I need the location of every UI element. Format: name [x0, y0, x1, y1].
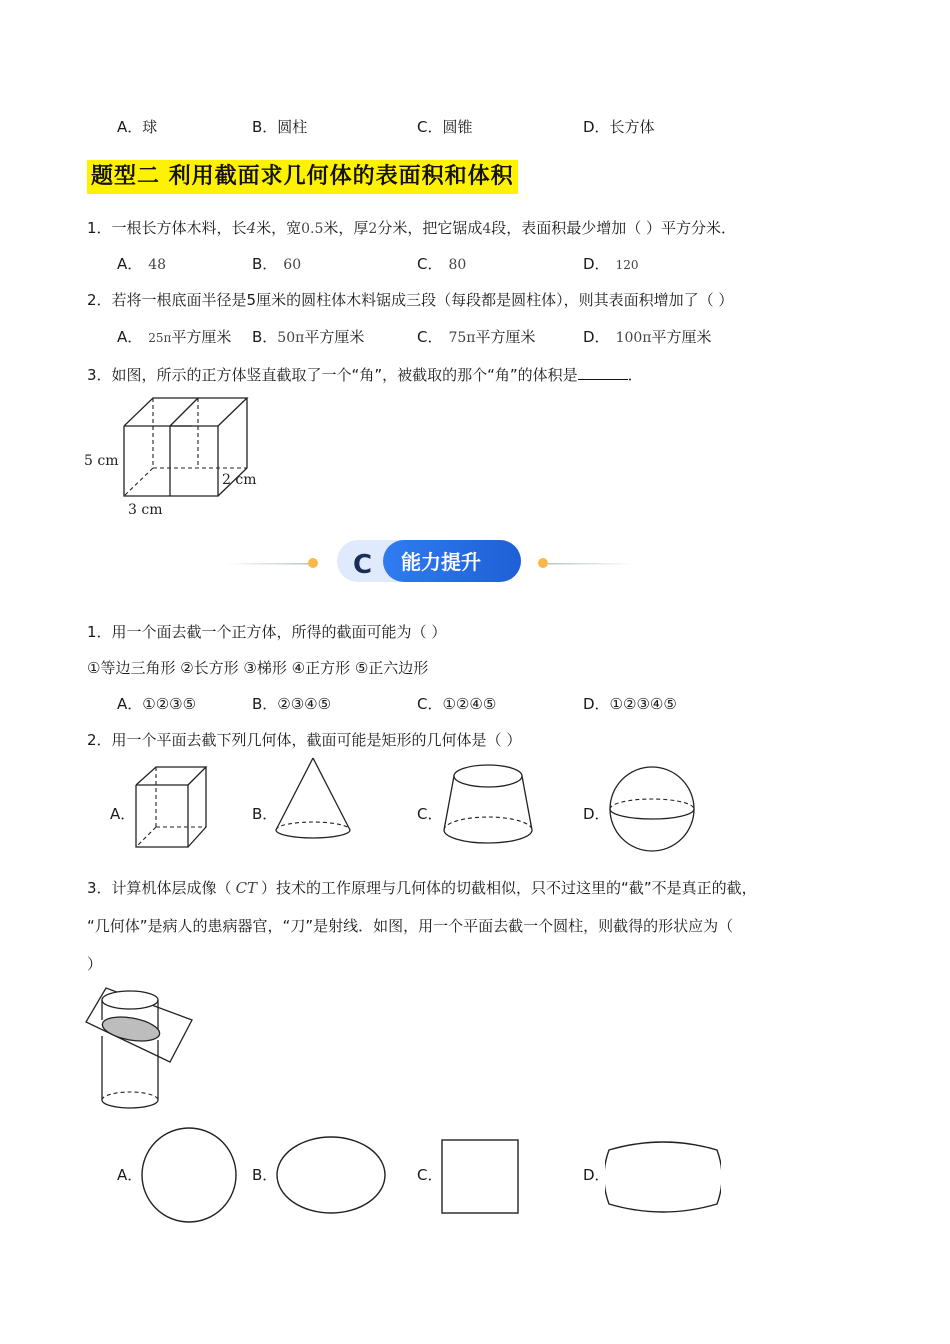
option-label: C．	[417, 328, 443, 346]
question-number: 1．	[87, 623, 112, 641]
s3-q1-option-d: D．①②③④⑤	[583, 695, 677, 713]
banner-line-right	[548, 563, 633, 565]
s3-q1-list: ①等边三角形 ②长方形 ③梯形 ④正方形 ⑤正六边形	[87, 659, 429, 677]
s3-q3-label-b: B．	[252, 1166, 278, 1184]
option-label: A．	[117, 255, 143, 273]
s2-q2-option-a	[117, 327, 231, 348]
cut-cube-figure	[80, 390, 270, 520]
option-value: 100π	[615, 330, 652, 346]
option-value: 60	[283, 257, 302, 273]
s3-q3-line2: “几何体”是病人的患病器官，“刀”是射线．如图，用一个平面去截一个圆柱，则截得的形状应为（	[87, 917, 734, 935]
option-b-cylinder: B．圆柱	[252, 118, 308, 136]
s2-q1-option-b	[252, 254, 301, 275]
text-span: 米，厚	[323, 219, 369, 237]
hidden-edge-left-bottom	[124, 468, 153, 496]
section-title: 题型二 利用截面求几何体的表面积和体积	[87, 160, 518, 194]
math-width: 0.5	[301, 221, 324, 237]
s3-q1-option-b: B．②③④⑤	[252, 695, 332, 713]
text-span: 如图，所示的正方体竖直截取了一个“角”，被截取的那个“角”的体积是	[111, 366, 578, 384]
unit: 平方厘米	[304, 328, 365, 346]
option-label: C．	[417, 255, 443, 273]
s3-q2-label-a: A．	[110, 805, 136, 823]
unit: 平方厘米	[651, 328, 712, 346]
cube-front-face	[124, 426, 218, 496]
math-ct: CT	[235, 879, 258, 897]
answer-blank	[578, 364, 628, 380]
s2-q1-option-c	[417, 254, 466, 275]
unit: 平方厘米	[475, 328, 536, 346]
figure-cube	[132, 765, 212, 850]
s2-q1-text	[87, 218, 736, 239]
option-label: D．	[583, 328, 610, 346]
text-span: 米，宽	[256, 219, 302, 237]
option-a-sphere: A．球	[117, 118, 158, 136]
figure-cylinder-cut	[84, 982, 196, 1110]
option-value: 120	[615, 258, 639, 272]
question-number: 2．	[87, 291, 112, 309]
s2-q3-text	[87, 364, 643, 385]
s3-q2-label-d: D．	[583, 805, 610, 823]
text-span: 分米，把它锯成	[377, 219, 483, 237]
cube-top-face	[124, 398, 247, 426]
option-value: 50π	[277, 330, 305, 346]
math-segments: 4	[482, 221, 492, 237]
text-span: 若将一根底面半径是5厘米的圆柱体木料锯成三段（每段都是圆柱体），则其表面积增加了（ ）	[111, 291, 734, 309]
text-span: 用一个面去截一个正方体，所得的截面可能为（ ）	[111, 623, 447, 641]
shape-circle	[140, 1125, 240, 1225]
question-number: 2．	[87, 731, 112, 749]
option-label: B．	[252, 255, 278, 273]
banner-letter: C	[353, 550, 373, 580]
figure-cone	[272, 756, 354, 846]
math-length: 4	[246, 219, 257, 237]
banner-dot-left	[308, 558, 318, 568]
figure-sphere	[607, 764, 697, 854]
s3-q1-option-c: C．①②④⑤	[417, 695, 497, 713]
shape-curved-rectangle	[605, 1140, 721, 1216]
s3-q2-text	[87, 730, 521, 750]
text-span: 计算机体层成像（	[111, 879, 232, 897]
ability-banner	[225, 535, 635, 591]
s2-q2-text	[87, 290, 733, 310]
text-span: 用一个平面去截下列几何体，截面可能是矩形的几何体是（ ）	[111, 731, 522, 749]
s2-q1-option-a	[117, 254, 166, 275]
text-span: ．	[627, 366, 643, 384]
option-label: D．	[583, 255, 610, 273]
option-c-cone: C．圆锥	[417, 118, 473, 136]
text-span: ）技术的工作原理与几何体的切截相似，只不过这里的“截”不是真正的截，	[261, 879, 757, 897]
banner-dot-right	[538, 558, 548, 568]
cut-top-edge	[170, 398, 198, 426]
unit: 平方厘米	[171, 328, 232, 346]
option-value: 80	[448, 257, 467, 273]
option-label: A．	[117, 328, 143, 346]
shape-ellipse	[275, 1135, 387, 1215]
s3-q3-label-c: C．	[417, 1166, 443, 1184]
text-span: 一根长方体木料，长	[111, 219, 247, 237]
option-value: 25π	[148, 331, 172, 345]
s2-q2-option-b	[252, 327, 364, 348]
label-width: 3 cm	[128, 502, 163, 518]
option-label: B．	[252, 328, 278, 346]
s3-q1-text	[87, 622, 446, 642]
s2-q2-option-d	[583, 327, 712, 348]
s3-q3-line1	[87, 878, 757, 898]
s3-q3-label-d: D．	[583, 1166, 610, 1184]
question-number: 3．	[87, 366, 112, 384]
s3-q3-label-a: A．	[117, 1166, 143, 1184]
option-value: 75π	[448, 330, 476, 346]
option-value: 48	[148, 257, 167, 273]
math-thickness: 2	[368, 221, 378, 237]
label-height: 5 cm	[84, 453, 119, 469]
banner-text: 能力提升	[401, 550, 481, 574]
label-depth: 2 cm	[222, 472, 257, 488]
question-number: 3．	[87, 879, 112, 897]
s2-q2-option-c	[417, 327, 536, 348]
text-span: 段，表面积最少增加（ ）平方分米．	[491, 219, 737, 237]
option-d-cuboid: D．长方体	[583, 118, 655, 136]
figure-frustum	[440, 760, 536, 852]
s3-q2-label-b: B．	[252, 805, 278, 823]
question-number: 1．	[87, 219, 112, 237]
shape-rectangle	[440, 1138, 522, 1216]
banner-line-left	[225, 563, 310, 565]
s2-q1-option-d	[583, 254, 638, 275]
s3-q1-option-a: A．①②③⑤	[117, 695, 197, 713]
s3-q2-label-c: C．	[417, 805, 443, 823]
s3-q3-line3: ）	[87, 955, 103, 973]
